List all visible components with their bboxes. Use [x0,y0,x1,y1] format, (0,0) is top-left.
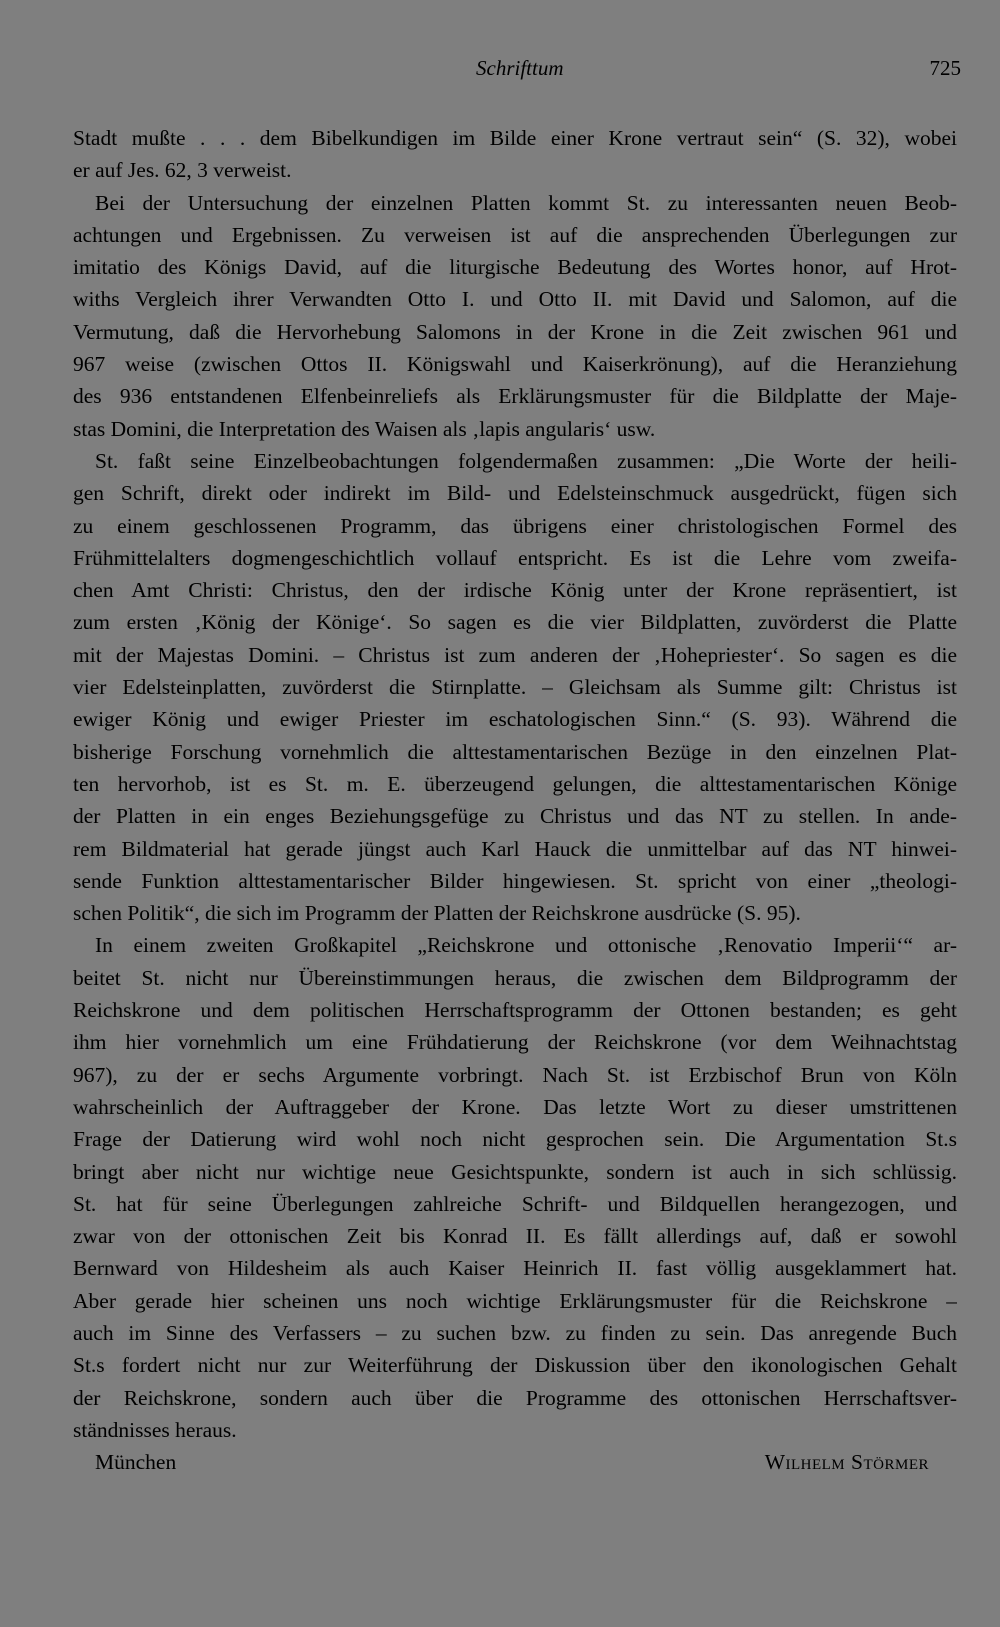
text-line: rem Bildmaterial hat gerade jüngst auch Karl Hauck die unmittelbar auf das NT hinwei- [73,836,957,861]
text-line: Vermutung, daß die Hervorhebung Salomons in der Krone in die Zeit zwischen 961 und [73,319,957,344]
text-line: vier Edelsteinplatten, zuvörderst die Stirnplatte. – Gleichsam als Summe gilt: Christus ist [73,675,957,700]
text-line: Frühmittelalters dogmengeschichtlich vollauf entspricht. Es ist die Lehre vom zweifa- [73,545,957,570]
text-line: wahrscheinlich der Auftraggeber der Krone. Das letzte Wort zu dieser umstrittenen [73,1094,957,1119]
text-line: Frage der Datierung wird wohl noch nicht gesprochen sein. Die Argumentation St.s [73,1127,957,1152]
text-line: ständnisses heraus. [73,1417,237,1442]
text-line: In einem zweiten Großkapitel „Reichskrone und ottonische ‚Renovatio Imperii‘“ ar- [95,933,957,958]
text-line: ihm hier vornehmlich um eine Frühdatierung der Reichskrone (vor dem Weihnachtstag [73,1030,957,1055]
text-line: Stadt mußte . . . dem Bibelkundigen im Bilde einer Krone vertraut sein“ (S. 32), wobei [73,126,957,150]
text-line: Bei der Untersuchung der einzelnen Platten kommt St. zu interessanten neuen Beob- [95,190,957,215]
text-line: sende Funktion alttestamentarischer Bilder hingewiesen. St. spricht von einer „theologi- [73,868,957,893]
text-line: St. hat für seine Überlegungen zahlreiche Schrift- und Bildquellen herangezogen, und [73,1191,957,1216]
signature [73,1446,957,1478]
review-text [73,122,957,1478]
text-line: imitatio des Königs David, auf die liturgische Bedeutung des Wortes honor, auf Hrot- [73,255,957,280]
page-number: 725 [929,56,961,80]
text-line: bisherige Forschung vornehmlich die alttestamentarischen Bezüge in den einzelnen Plat- [73,739,957,764]
text-line: Aber gerade hier scheinen uns noch wichtige Erklärungsmuster für die Reichskrone – [73,1288,957,1313]
text-line: St. faßt seine Einzelbeobachtungen folgendermaßen zusammen: „Die Worte der heili- [95,448,957,473]
text-line: der Reichskrone, sondern auch über die Programme des ottonischen Herrschaftsver- [73,1385,957,1410]
text-line: Bernward von Hildesheim als auch Kaiser Heinrich II. fast völlig ausgeklammert hat. [73,1256,957,1281]
text-line: zwar von der ottonischen Zeit bis Konrad II. Es fällt allerdings auf, daß er sowohl [73,1224,957,1249]
text-line: ewiger König und ewiger Priester im eschatologischen Sinn.“ (S. 93). Während die [73,707,957,732]
text-line: auch im Sinne des Verfassers – zu suchen bzw. zu finden zu sein. Das anregende Buch [73,1320,957,1345]
text-line: der Platten in ein enges Beziehungsgefüge zu Christus und das NT zu stellen. In ande- [73,804,957,829]
text-line: schen Politik“, die sich im Programm der Platten der Reichskrone ausdrücke (S. 95). [73,901,801,926]
text-line: zum ersten ‚König der Könige‘. So sagen es die vier Bildplatten, zuvörderst die Platte [73,610,957,635]
signature-author: Wilhelm Störmer [764,1450,929,1475]
text-line: stas Domini, die Interpretation des Waisen als ‚lapis angularis‘ usw. [73,416,656,441]
text-line: zu einem geschlossenen Programm, das übrigens einer christologischen Formel des [73,513,957,538]
text-line: 967 weise (zwischen Ottos II. Königswahl und Kaiserkrönung), auf die Heranziehung [73,352,957,377]
running-title: Schrifttum [476,56,564,80]
text-line: achtungen und Ergebnissen. Zu verweisen ist auf die ansprechenden Überlegungen zur [73,222,957,247]
text-line: gen Schrift, direkt oder indirekt im Bild- und Edelsteinschmuck ausgedrückt, fügen sich [73,481,957,506]
text-line: withs Vergleich ihrer Verwandten Otto I. und Otto II. mit David und Salomon, auf die [73,287,957,312]
text-line: beitet St. nicht nur Übereinstimmungen heraus, die zwischen dem Bildprogramm der [73,965,957,990]
text-line: bringt aber nicht nur wichtige neue Gesichtspunkte, sondern ist auch in sich schlüssig. [73,1159,957,1184]
text-line: des 936 entstandenen Elfenbeinreliefs als Erklärungsmuster für die Bildplatte der Maje- [73,384,957,409]
text-line: 967), zu der er sechs Argumente vorbringt. Nach St. ist Erzbischof Brun von Köln [73,1062,957,1087]
text-line: ten hervorhob, ist es St. m. E. überzeugend gelungen, die alttestamentarischen Könige [73,771,957,796]
text-line: er auf Jes. 62, 3 verweist. [73,158,292,183]
text-line: mit der Majestas Domini. – Christus ist zum anderen der ‚Hohepriester‘. So sagen es die [73,642,957,667]
signature-place: München [95,1450,177,1475]
text-line: St.s fordert nicht nur zur Weiterführung der Diskussion über den ikonologischen Gehalt [73,1353,957,1378]
text-line: chen Amt Christi: Christus, den der irdische König unter der Krone repräsentiert, ist [73,578,957,603]
text-line: Reichskrone und dem politischen Herrschaftsprogramm der Ottonen bestanden; es geht [73,998,957,1023]
running-head [0,56,1000,88]
